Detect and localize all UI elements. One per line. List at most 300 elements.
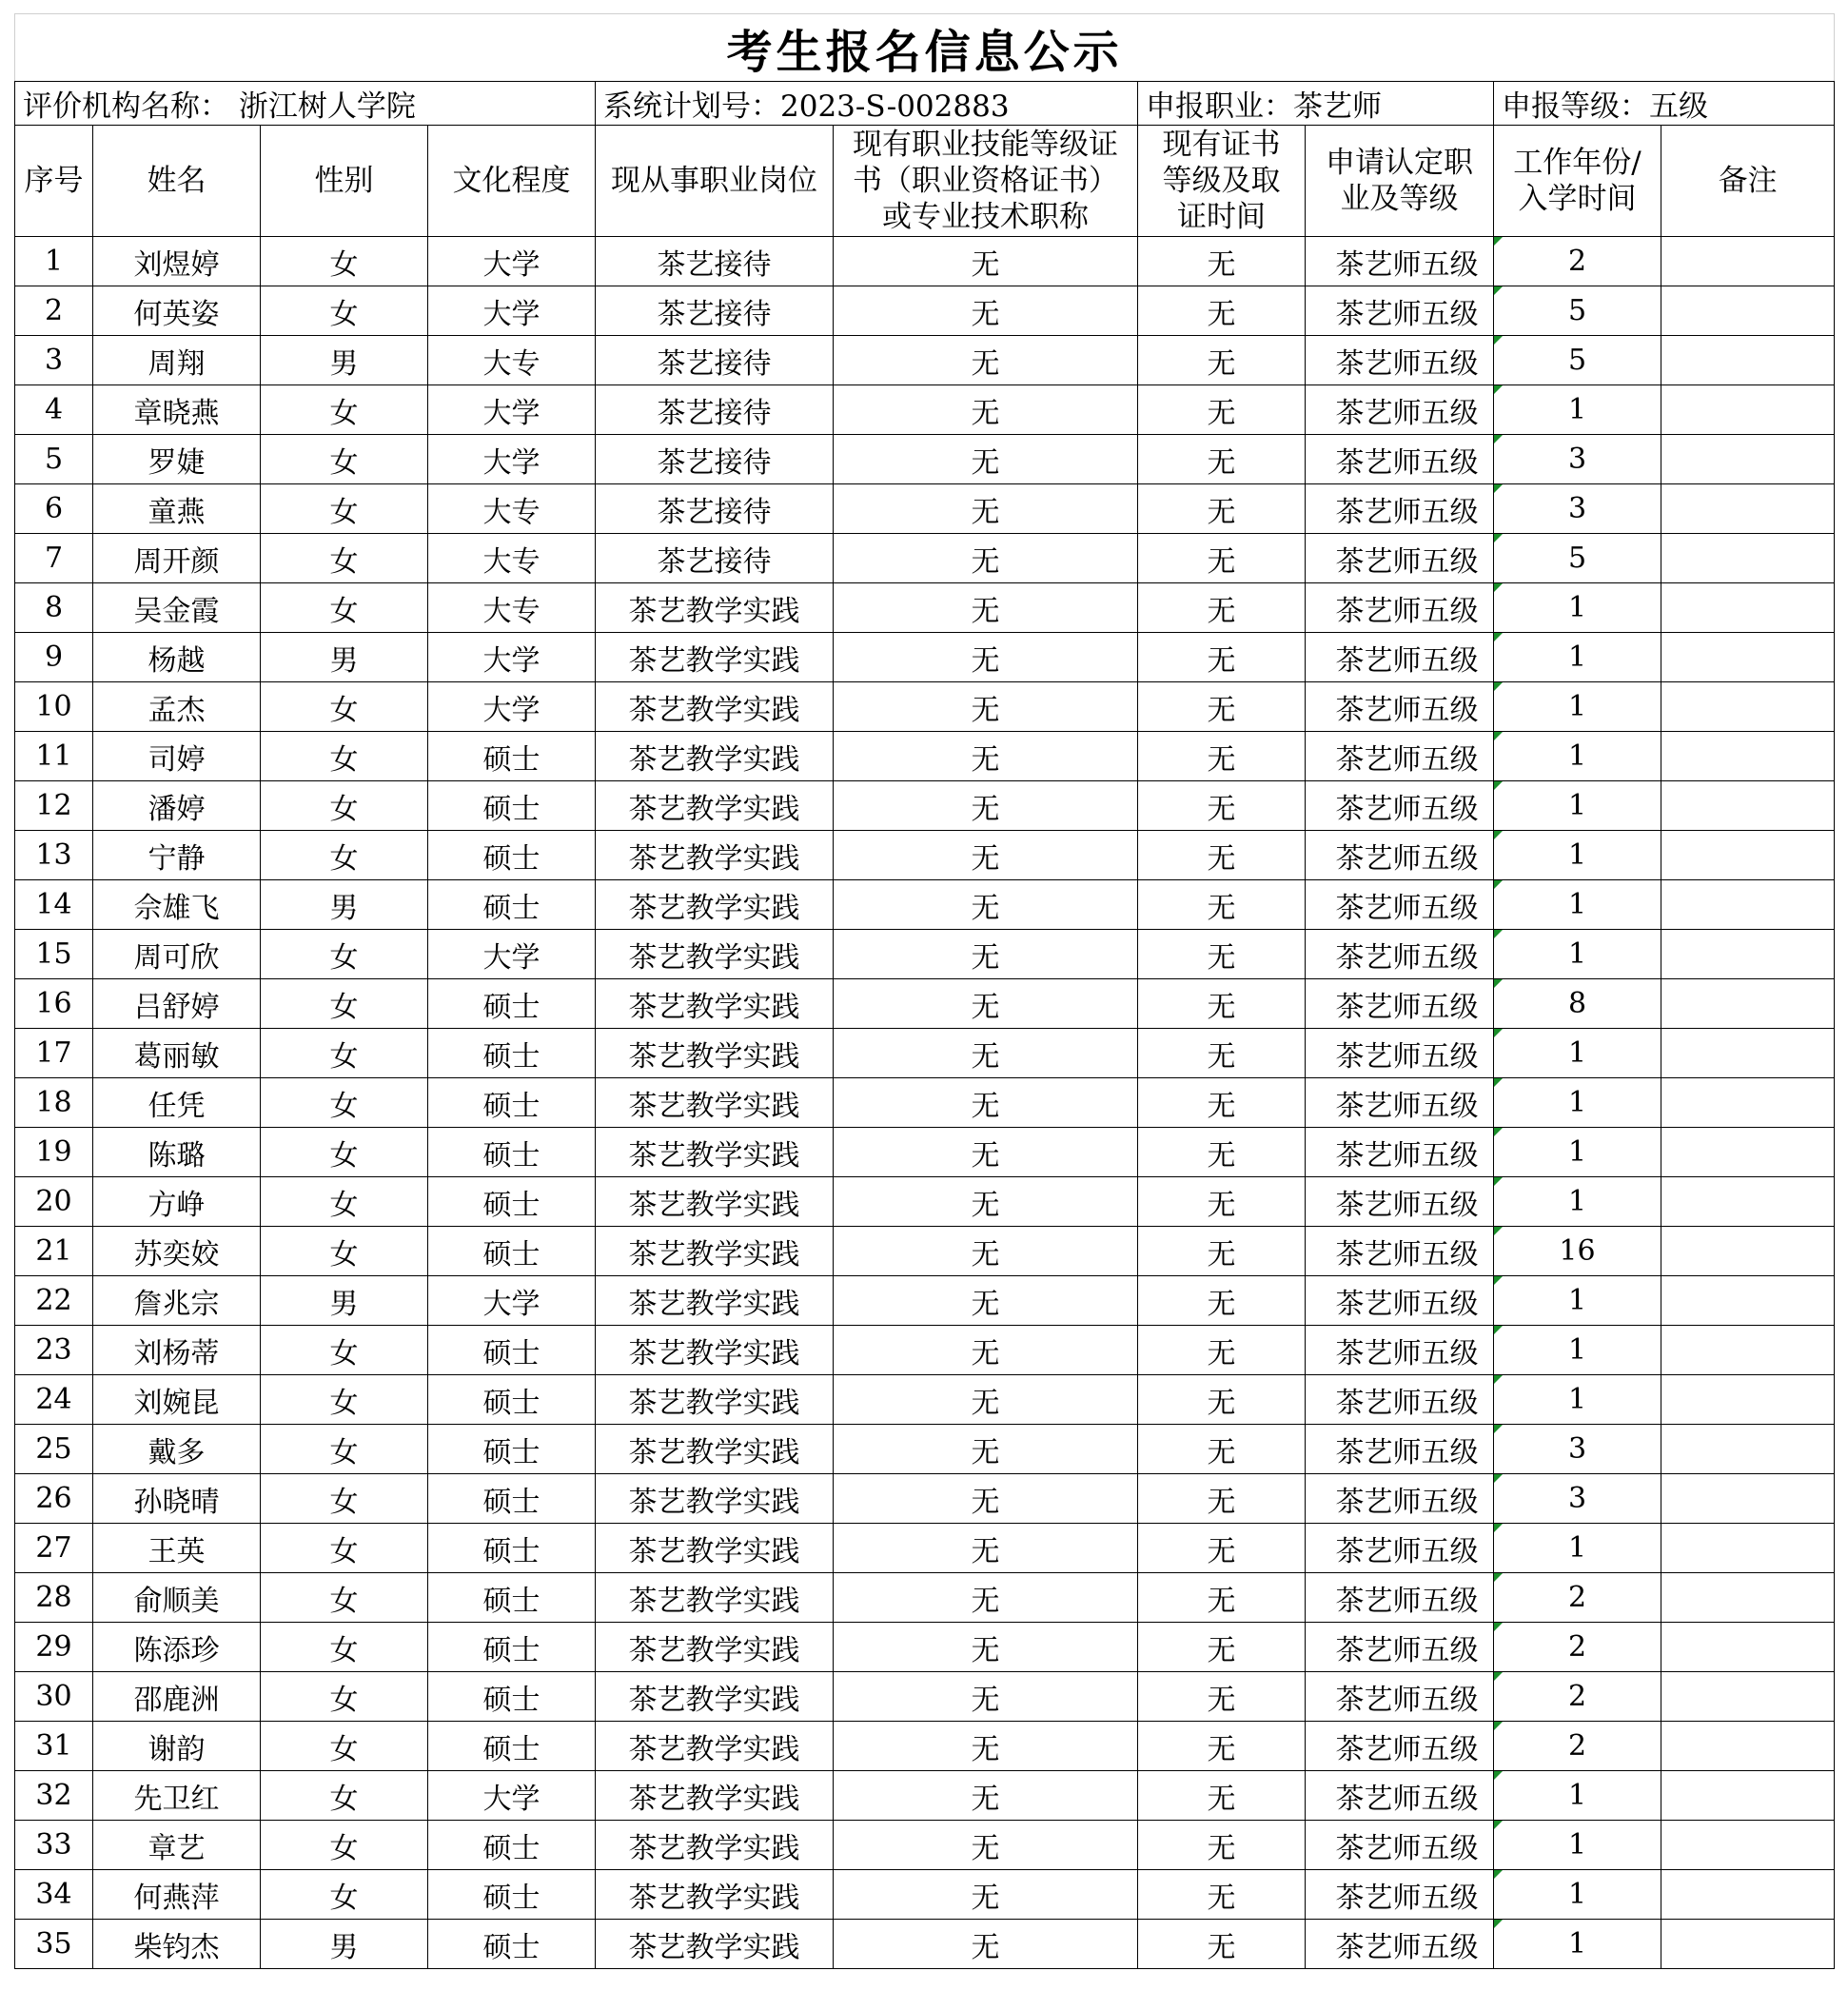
cert-level-cell: 无: [1138, 237, 1306, 286]
cert-level-cell: 无: [1138, 1177, 1306, 1227]
education-cell: 硕士: [428, 1672, 596, 1722]
apply-level-cell: 茶艺师五级: [1306, 1722, 1494, 1771]
table-row: [15, 1029, 1835, 1078]
education-cell: 大学: [428, 435, 596, 484]
remark-cell: [1661, 1672, 1835, 1722]
name-cell: 吕舒婷: [93, 979, 261, 1029]
cert-level-cell: 无: [1138, 1524, 1306, 1573]
certificate-cell: 无: [834, 1821, 1138, 1870]
gender-cell: 女: [261, 1524, 428, 1573]
seq-cell: 17: [15, 1029, 93, 1078]
years-cell: 2: [1494, 1623, 1661, 1672]
apply-level-cell: 茶艺师五级: [1306, 1326, 1494, 1375]
education-cell: 硕士: [428, 1573, 596, 1623]
apply-level-cell: 茶艺师五级: [1306, 534, 1494, 583]
table-row: [15, 484, 1835, 534]
certificate-cell: 无: [834, 1029, 1138, 1078]
name-cell: 司婷: [93, 732, 261, 781]
gender-cell: 女: [261, 1722, 428, 1771]
gender-cell: 女: [261, 682, 428, 732]
table-row: [15, 930, 1835, 979]
position-cell: 茶艺接待: [596, 435, 834, 484]
years-cell: 1: [1494, 385, 1661, 435]
education-cell: 大学: [428, 286, 596, 336]
education-cell: 大学: [428, 930, 596, 979]
certificate-cell: 无: [834, 682, 1138, 732]
name-cell: 吴金霞: [93, 583, 261, 633]
position-cell: 茶艺教学实践: [596, 930, 834, 979]
seq-cell: 31: [15, 1722, 93, 1771]
apply-level-cell: 茶艺师五级: [1306, 484, 1494, 534]
certificate-cell: 无: [834, 781, 1138, 831]
apply-level-cell: 茶艺师五级: [1306, 1821, 1494, 1870]
remark-cell: [1661, 336, 1835, 385]
seq-cell: 35: [15, 1920, 93, 1969]
gender-cell: 女: [261, 979, 428, 1029]
education-cell: 硕士: [428, 1623, 596, 1672]
education-cell: 硕士: [428, 1722, 596, 1771]
seq-cell: 14: [15, 880, 93, 930]
years-cell: 1: [1494, 583, 1661, 633]
years-cell: 1: [1494, 831, 1661, 880]
seq-cell: 33: [15, 1821, 93, 1870]
remark-cell: [1661, 1821, 1835, 1870]
cert-level-cell: 无: [1138, 1870, 1306, 1920]
cert-level-cell: 无: [1138, 286, 1306, 336]
gender-cell: 女: [261, 1375, 428, 1425]
education-cell: 硕士: [428, 781, 596, 831]
education-cell: 硕士: [428, 831, 596, 880]
remark-cell: [1661, 1029, 1835, 1078]
gender-cell: 女: [261, 385, 428, 435]
education-cell: 硕士: [428, 1524, 596, 1573]
apply-level-cell: 茶艺师五级: [1306, 385, 1494, 435]
gender-cell: 女: [261, 1573, 428, 1623]
apply-level-cell: 茶艺师五级: [1306, 633, 1494, 682]
years-cell: 2: [1494, 1672, 1661, 1722]
position-cell: 茶艺教学实践: [596, 1227, 834, 1276]
gender-cell: 女: [261, 583, 428, 633]
education-cell: 硕士: [428, 732, 596, 781]
education-cell: 硕士: [428, 1870, 596, 1920]
remark-cell: [1661, 1722, 1835, 1771]
table-row: [15, 1920, 1835, 1969]
remark-cell: [1661, 1227, 1835, 1276]
position-cell: 茶艺教学实践: [596, 1474, 834, 1524]
table-row: [15, 583, 1835, 633]
years-cell: 3: [1494, 1474, 1661, 1524]
table-row: [15, 732, 1835, 781]
seq-cell: 18: [15, 1078, 93, 1128]
position-cell: 茶艺教学实践: [596, 1920, 834, 1969]
cert-level-cell: 无: [1138, 534, 1306, 583]
seq-cell: 27: [15, 1524, 93, 1573]
name-cell: 宁静: [93, 831, 261, 880]
name-cell: 邵鹿洲: [93, 1672, 261, 1722]
position-cell: 茶艺教学实践: [596, 583, 834, 633]
years-cell: 2: [1494, 1722, 1661, 1771]
apply-level-cell: 茶艺师五级: [1306, 1078, 1494, 1128]
position-cell: 茶艺教学实践: [596, 831, 834, 880]
years-cell: 1: [1494, 1771, 1661, 1821]
education-cell: 硕士: [428, 1375, 596, 1425]
remark-cell: [1661, 1425, 1835, 1474]
certificate-cell: 无: [834, 1920, 1138, 1969]
position-cell: 茶艺教学实践: [596, 1425, 834, 1474]
gender-cell: 女: [261, 1870, 428, 1920]
gender-cell: 女: [261, 534, 428, 583]
cert-level-cell: 无: [1138, 484, 1306, 534]
table-row: [15, 682, 1835, 732]
certificate-cell: 无: [834, 1375, 1138, 1425]
seq-cell: 10: [15, 682, 93, 732]
name-cell: 潘婷: [93, 781, 261, 831]
cert-level-cell: 无: [1138, 1078, 1306, 1128]
apply-level-cell: 茶艺师五级: [1306, 1573, 1494, 1623]
cert-level-cell: 无: [1138, 1573, 1306, 1623]
position-cell: 茶艺教学实践: [596, 1573, 834, 1623]
seq-cell: 5: [15, 435, 93, 484]
remark-cell: [1661, 1078, 1835, 1128]
certificate-cell: 无: [834, 1771, 1138, 1821]
gender-cell: 女: [261, 1177, 428, 1227]
gender-cell: 女: [261, 286, 428, 336]
name-cell: 周翔: [93, 336, 261, 385]
cert-level-cell: 无: [1138, 1326, 1306, 1375]
gender-cell: 女: [261, 1326, 428, 1375]
remark-cell: [1661, 1870, 1835, 1920]
years-cell: 1: [1494, 732, 1661, 781]
seq-cell: 6: [15, 484, 93, 534]
cert-level-cell: 无: [1138, 880, 1306, 930]
education-cell: 硕士: [428, 1474, 596, 1524]
seq-cell: 2: [15, 286, 93, 336]
cert-level-cell: 无: [1138, 385, 1306, 435]
column-header: 备注: [1661, 126, 1835, 237]
column-header: 申请认定职业及等级: [1306, 126, 1494, 237]
cert-level-cell: 无: [1138, 1128, 1306, 1177]
seq-cell: 16: [15, 979, 93, 1029]
certificate-cell: 无: [834, 583, 1138, 633]
position-cell: 茶艺教学实践: [596, 1128, 834, 1177]
gender-cell: 男: [261, 633, 428, 682]
cert-level-cell: 无: [1138, 1029, 1306, 1078]
certificate-cell: 无: [834, 237, 1138, 286]
table-row: [15, 336, 1835, 385]
name-cell: 罗婕: [93, 435, 261, 484]
name-cell: 杨越: [93, 633, 261, 682]
name-cell: 章艺: [93, 1821, 261, 1870]
certificate-cell: 无: [834, 1177, 1138, 1227]
apply-level-cell: 茶艺师五级: [1306, 237, 1494, 286]
name-cell: 王英: [93, 1524, 261, 1573]
certificate-cell: 无: [834, 1276, 1138, 1326]
cert-level-cell: 无: [1138, 435, 1306, 484]
registration-table: [14, 13, 1835, 1969]
remark-cell: [1661, 484, 1835, 534]
cert-level-cell: 无: [1138, 1623, 1306, 1672]
position-cell: 茶艺接待: [596, 385, 834, 435]
cert-level-cell: 无: [1138, 1672, 1306, 1722]
certificate-cell: 无: [834, 1672, 1138, 1722]
position-cell: 茶艺教学实践: [596, 1177, 834, 1227]
certificate-cell: 无: [834, 880, 1138, 930]
gender-cell: 女: [261, 435, 428, 484]
name-cell: 葛丽敏: [93, 1029, 261, 1078]
position-cell: 茶艺教学实践: [596, 979, 834, 1029]
table-row: [15, 1326, 1835, 1375]
table-row: [15, 1177, 1835, 1227]
position-cell: 茶艺教学实践: [596, 1326, 834, 1375]
years-cell: 1: [1494, 1326, 1661, 1375]
education-cell: 硕士: [428, 1177, 596, 1227]
position-cell: 茶艺教学实践: [596, 1524, 834, 1573]
position-cell: 茶艺教学实践: [596, 633, 834, 682]
education-cell: 硕士: [428, 1029, 596, 1078]
position-cell: 茶艺接待: [596, 336, 834, 385]
gender-cell: 女: [261, 1078, 428, 1128]
position-cell: 茶艺教学实践: [596, 1672, 834, 1722]
years-cell: 1: [1494, 1078, 1661, 1128]
apply-level-cell: 茶艺师五级: [1306, 979, 1494, 1029]
years-cell: 1: [1494, 1821, 1661, 1870]
apply-level-cell: 茶艺师五级: [1306, 435, 1494, 484]
certificate-cell: 无: [834, 1425, 1138, 1474]
column-header: 现有职业技能等级证书（职业资格证书）或专业技术职称: [834, 126, 1138, 237]
position-cell: 茶艺教学实践: [596, 1771, 834, 1821]
years-cell: 1: [1494, 1177, 1661, 1227]
column-header: 现从事职业岗位: [596, 126, 834, 237]
seq-cell: 4: [15, 385, 93, 435]
certificate-cell: 无: [834, 534, 1138, 583]
position-cell: 茶艺教学实践: [596, 1821, 834, 1870]
remark-cell: [1661, 831, 1835, 880]
name-cell: 孟杰: [93, 682, 261, 732]
table-row: [15, 633, 1835, 682]
position-cell: 茶艺教学实践: [596, 880, 834, 930]
name-cell: 周可欣: [93, 930, 261, 979]
apply-level-cell: 茶艺师五级: [1306, 1771, 1494, 1821]
certificate-cell: 无: [834, 385, 1138, 435]
seq-cell: 12: [15, 781, 93, 831]
table-row: [15, 1425, 1835, 1474]
name-cell: 孙晓晴: [93, 1474, 261, 1524]
cert-level-cell: 无: [1138, 1425, 1306, 1474]
gender-cell: 女: [261, 1227, 428, 1276]
certificate-cell: 无: [834, 831, 1138, 880]
cert-level-cell: 无: [1138, 633, 1306, 682]
remark-cell: [1661, 1524, 1835, 1573]
education-cell: 硕士: [428, 1128, 596, 1177]
apply-level-cell: 茶艺师五级: [1306, 1227, 1494, 1276]
certificate-cell: 无: [834, 930, 1138, 979]
apply-level-cell: 茶艺师五级: [1306, 1672, 1494, 1722]
gender-cell: 女: [261, 781, 428, 831]
cert-level-cell: 无: [1138, 583, 1306, 633]
table-body: [15, 237, 1835, 1969]
remark-cell: [1661, 237, 1835, 286]
gender-cell: 女: [261, 1474, 428, 1524]
years-cell: 1: [1494, 1029, 1661, 1078]
years-cell: 1: [1494, 1524, 1661, 1573]
position-cell: 茶艺接待: [596, 484, 834, 534]
table-row: [15, 1672, 1835, 1722]
cert-level-cell: 无: [1138, 1821, 1306, 1870]
name-cell: 陈添珍: [93, 1623, 261, 1672]
certificate-cell: 无: [834, 732, 1138, 781]
column-header: 性别: [261, 126, 428, 237]
certificate-cell: 无: [834, 1623, 1138, 1672]
gender-cell: 女: [261, 732, 428, 781]
years-cell: 3: [1494, 484, 1661, 534]
table-row: [15, 1524, 1835, 1573]
seq-cell: 28: [15, 1573, 93, 1623]
seq-cell: 3: [15, 336, 93, 385]
education-cell: 硕士: [428, 1227, 596, 1276]
gender-cell: 女: [261, 930, 428, 979]
name-cell: 何燕萍: [93, 1870, 261, 1920]
education-cell: 大学: [428, 1276, 596, 1326]
apply-level-cell: 茶艺师五级: [1306, 682, 1494, 732]
name-cell: 方峥: [93, 1177, 261, 1227]
remark-cell: [1661, 1128, 1835, 1177]
seq-cell: 1: [15, 237, 93, 286]
apply-level-cell: 茶艺师五级: [1306, 1375, 1494, 1425]
certificate-cell: 无: [834, 1078, 1138, 1128]
education-cell: 大学: [428, 385, 596, 435]
position-cell: 茶艺接待: [596, 286, 834, 336]
certificate-cell: 无: [834, 336, 1138, 385]
certificate-cell: 无: [834, 484, 1138, 534]
years-cell: 5: [1494, 286, 1661, 336]
table-row: [15, 1474, 1835, 1524]
table-row: [15, 1128, 1835, 1177]
certificate-cell: 无: [834, 435, 1138, 484]
certificate-cell: 无: [834, 1326, 1138, 1375]
apply-level-cell: 茶艺师五级: [1306, 1276, 1494, 1326]
years-cell: 1: [1494, 1375, 1661, 1425]
apply-level-cell: 茶艺师五级: [1306, 1474, 1494, 1524]
education-cell: 大专: [428, 534, 596, 583]
name-cell: 柴钧杰: [93, 1920, 261, 1969]
gender-cell: 女: [261, 1128, 428, 1177]
remark-cell: [1661, 1920, 1835, 1969]
name-cell: 任凭: [93, 1078, 261, 1128]
gender-cell: 女: [261, 1672, 428, 1722]
gender-cell: 女: [261, 484, 428, 534]
years-cell: 2: [1494, 1573, 1661, 1623]
certificate-cell: 无: [834, 1128, 1138, 1177]
certificate-cell: 无: [834, 1870, 1138, 1920]
position-cell: 茶艺教学实践: [596, 1623, 834, 1672]
years-cell: 5: [1494, 336, 1661, 385]
seq-cell: 30: [15, 1672, 93, 1722]
declared-level: 申报等级：五级: [1494, 82, 1835, 126]
remark-cell: [1661, 1771, 1835, 1821]
table-row: [15, 781, 1835, 831]
column-header: 现有证书等级及取证时间: [1138, 126, 1306, 237]
apply-level-cell: 茶艺师五级: [1306, 1870, 1494, 1920]
table-row: [15, 1771, 1835, 1821]
years-cell: 1: [1494, 633, 1661, 682]
years-cell: 1: [1494, 1128, 1661, 1177]
years-cell: 16: [1494, 1227, 1661, 1276]
education-cell: 大学: [428, 1771, 596, 1821]
seq-cell: 21: [15, 1227, 93, 1276]
education-cell: 大学: [428, 237, 596, 286]
apply-level-cell: 茶艺师五级: [1306, 286, 1494, 336]
table-row: [15, 237, 1835, 286]
certificate-cell: 无: [834, 286, 1138, 336]
remark-cell: [1661, 732, 1835, 781]
seq-cell: 34: [15, 1870, 93, 1920]
apply-level-cell: 茶艺师五级: [1306, 930, 1494, 979]
plan-number: 系统计划号：2023-S-002883: [596, 82, 1138, 126]
seq-cell: 9: [15, 633, 93, 682]
position-cell: 茶艺接待: [596, 534, 834, 583]
remark-cell: [1661, 682, 1835, 732]
apply-level-cell: 茶艺师五级: [1306, 732, 1494, 781]
gender-cell: 女: [261, 1771, 428, 1821]
education-cell: 大专: [428, 484, 596, 534]
cert-level-cell: 无: [1138, 732, 1306, 781]
table-row: [15, 435, 1835, 484]
seq-cell: 23: [15, 1326, 93, 1375]
name-cell: 谢韵: [93, 1722, 261, 1771]
remark-cell: [1661, 583, 1835, 633]
table-row: [15, 385, 1835, 435]
certificate-cell: 无: [834, 1722, 1138, 1771]
remark-cell: [1661, 781, 1835, 831]
education-cell: 大专: [428, 583, 596, 633]
meta-row: [15, 82, 1835, 126]
education-cell: 硕士: [428, 1821, 596, 1870]
seq-cell: 19: [15, 1128, 93, 1177]
years-cell: 1: [1494, 880, 1661, 930]
apply-level-cell: 茶艺师五级: [1306, 781, 1494, 831]
table-row: [15, 1573, 1835, 1623]
position-cell: 茶艺接待: [596, 237, 834, 286]
apply-level-cell: 茶艺师五级: [1306, 1920, 1494, 1969]
header-row: [15, 126, 1835, 237]
seq-cell: 24: [15, 1375, 93, 1425]
name-cell: 苏奕姣: [93, 1227, 261, 1276]
cert-level-cell: 无: [1138, 1227, 1306, 1276]
table-row: [15, 1078, 1835, 1128]
name-cell: 刘婉昆: [93, 1375, 261, 1425]
gender-cell: 男: [261, 1276, 428, 1326]
table-row: [15, 831, 1835, 880]
table-row: [15, 1623, 1835, 1672]
remark-cell: [1661, 1326, 1835, 1375]
position-cell: 茶艺教学实践: [596, 1029, 834, 1078]
gender-cell: 女: [261, 1821, 428, 1870]
remark-cell: [1661, 1623, 1835, 1672]
apply-level-cell: 茶艺师五级: [1306, 1029, 1494, 1078]
years-cell: 2: [1494, 237, 1661, 286]
apply-level-cell: 茶艺师五级: [1306, 831, 1494, 880]
name-cell: 佘雄飞: [93, 880, 261, 930]
gender-cell: 女: [261, 1029, 428, 1078]
cert-level-cell: 无: [1138, 1474, 1306, 1524]
certificate-cell: 无: [834, 1474, 1138, 1524]
remark-cell: [1661, 1177, 1835, 1227]
name-cell: 先卫红: [93, 1771, 261, 1821]
seq-cell: 7: [15, 534, 93, 583]
remark-cell: [1661, 1573, 1835, 1623]
gender-cell: 女: [261, 831, 428, 880]
name-cell: 俞顺美: [93, 1573, 261, 1623]
